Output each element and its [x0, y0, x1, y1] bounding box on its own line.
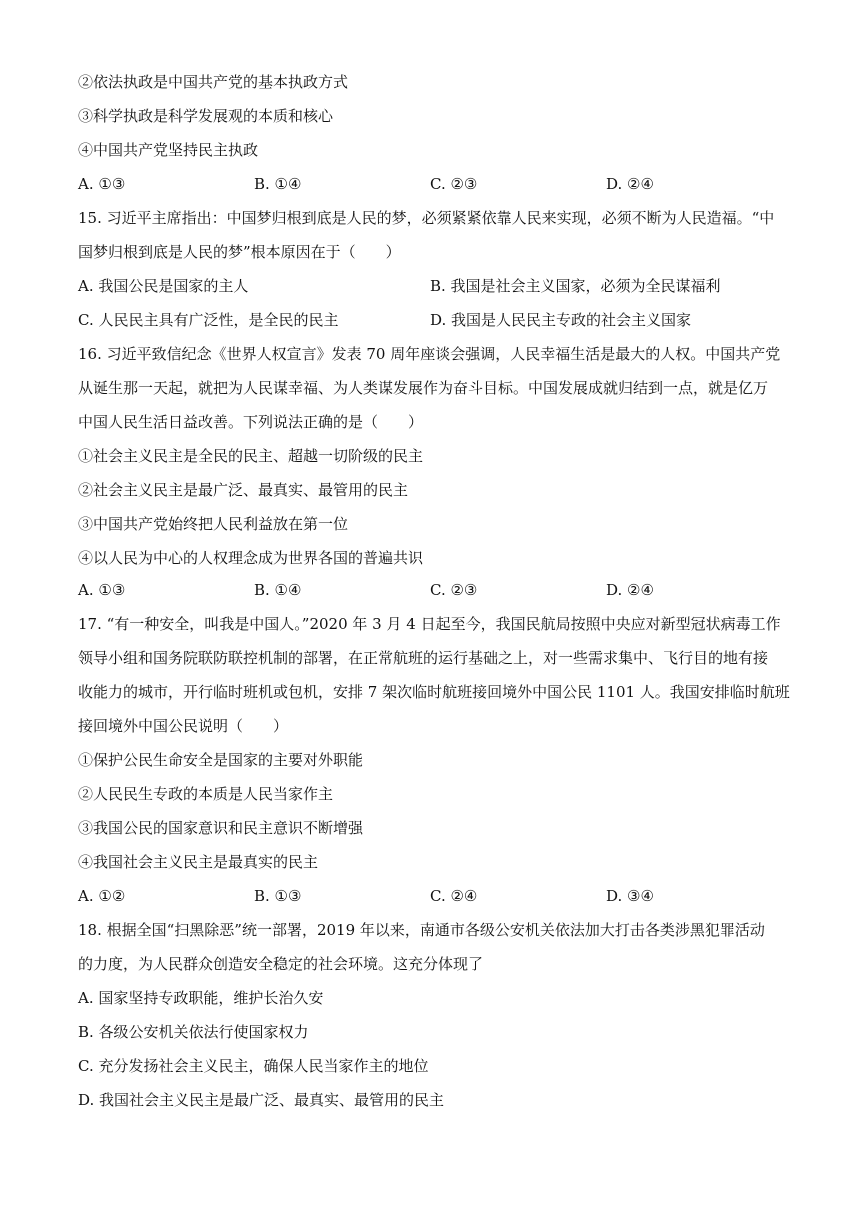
q16-option-a: A. ①③: [78, 581, 126, 599]
q17-stem-line-4: 接回境外中国公民说明（ ）: [78, 717, 289, 735]
q14-statement-3: ③科学执政是科学发展观的本质和核心: [78, 107, 334, 125]
q17-option-c: C. ②④: [430, 887, 478, 905]
q15-stem-line-1: 15. 习近平主席指出：中国梦归根到底是人民的梦，必须紧紧依靠人民来实现，必须不断为人民造福。“中: [78, 209, 775, 227]
q17-option-d: D. ③④: [606, 887, 654, 905]
q14-option-d: D. ②④: [606, 175, 654, 193]
q14-option-b: B. ①④: [254, 175, 302, 193]
q18-option-a: A. 国家坚持专政职能，维护长治久安: [78, 989, 324, 1007]
q17-option-a: A. ①②: [78, 887, 126, 905]
q18-option-b: B. 各级公安机关依法行使国家权力: [78, 1023, 309, 1041]
q17-statement-1: ①保护公民生命安全是国家的主要对外职能: [78, 751, 364, 769]
q18-stem-line-1: 18. 根据全国“扫黑除恶”统一部署，2019 年以来，南通市各级公安机关依法加大打击各类涉黑犯罪活动: [78, 921, 765, 939]
q16-option-c: C. ②③: [430, 581, 478, 599]
q16-statement-3: ③中国共产党始终把人民利益放在第一位: [78, 515, 349, 533]
q14-option-a: A. ①③: [78, 175, 126, 193]
q15-stem-line-2: 国梦归根到底是人民的梦”根本原因在于（ ）: [78, 243, 401, 261]
q14-statement-4: ④中国共产党坚持民主执政: [78, 141, 259, 159]
q17-stem-line-3: 收能力的城市，开行临时班机或包机，安排 7 架次临时航班接回境外中国公民 1101 人。我国安排临时航班: [78, 683, 790, 701]
q16-statement-1: ①社会主义民主是全民的民主、超越一切阶级的民主: [78, 447, 424, 465]
q17-stem-line-1: 17. “有一种安全，叫我是中国人。”2020 年 3 月 4 日起至今，我国民航局按照中央应对新型冠状病毒工作: [78, 615, 781, 633]
q18-option-d: D. 我国社会主义民主是最广泛、最真实、最管用的民主: [78, 1091, 445, 1109]
q15-option-a: A. 我国公民是国家的主人: [78, 277, 249, 295]
q16-stem-line-3: 中国人民生活日益改善。下列说法正确的是（ ）: [78, 413, 424, 431]
q17-stem-line-2: 领导小组和国务院联防联控机制的部署，在正常航班的运行基础之上，对一些需求集中、飞行目的地有接: [78, 649, 769, 667]
q18-option-c: C. 充分发扬社会主义民主，确保人民当家作主的地位: [78, 1057, 429, 1075]
q16-stem-line-1: 16. 习近平致信纪念《世界人权宣言》发表 70 周年座谈会强调，人民幸福生活是最大的人权。中国共产党: [78, 345, 781, 363]
q16-statement-4: ④以人民为中心的人权理念成为世界各国的普遍共识: [78, 549, 424, 567]
q17-statement-2: ②人民民生专政的本质是人民当家作主: [78, 785, 334, 803]
q17-statement-3: ③我国公民的国家意识和民主意识不断增强: [78, 819, 364, 837]
q16-option-d: D. ②④: [606, 581, 654, 599]
q15-option-d: D. 我国是人民民主专政的社会主义国家: [430, 311, 692, 329]
q15-option-b: B. 我国是社会主义国家，必须为全民谋福利: [430, 277, 721, 295]
q14-statement-2: ②依法执政是中国共产党的基本执政方式: [78, 73, 349, 91]
q15-option-c: C. 人民民主具有广泛性，是全民的民主: [78, 311, 339, 329]
q18-stem-line-2: 的力度，为人民群众创造安全稳定的社会环境。这充分体现了: [78, 955, 484, 973]
q17-option-b: B. ①③: [254, 887, 302, 905]
q14-option-c: C. ②③: [430, 175, 478, 193]
q16-stem-line-2: 从诞生那一天起，就把为人民谋幸福、为人类谋发展作为奋斗目标。中国发展成就归结到一点，就是亿万: [78, 379, 769, 397]
q16-option-b: B. ①④: [254, 581, 302, 599]
q16-statement-2: ②社会主义民主是最广泛、最真实、最管用的民主: [78, 481, 409, 499]
q17-statement-4: ④我国社会主义民主是最真实的民主: [78, 853, 319, 871]
